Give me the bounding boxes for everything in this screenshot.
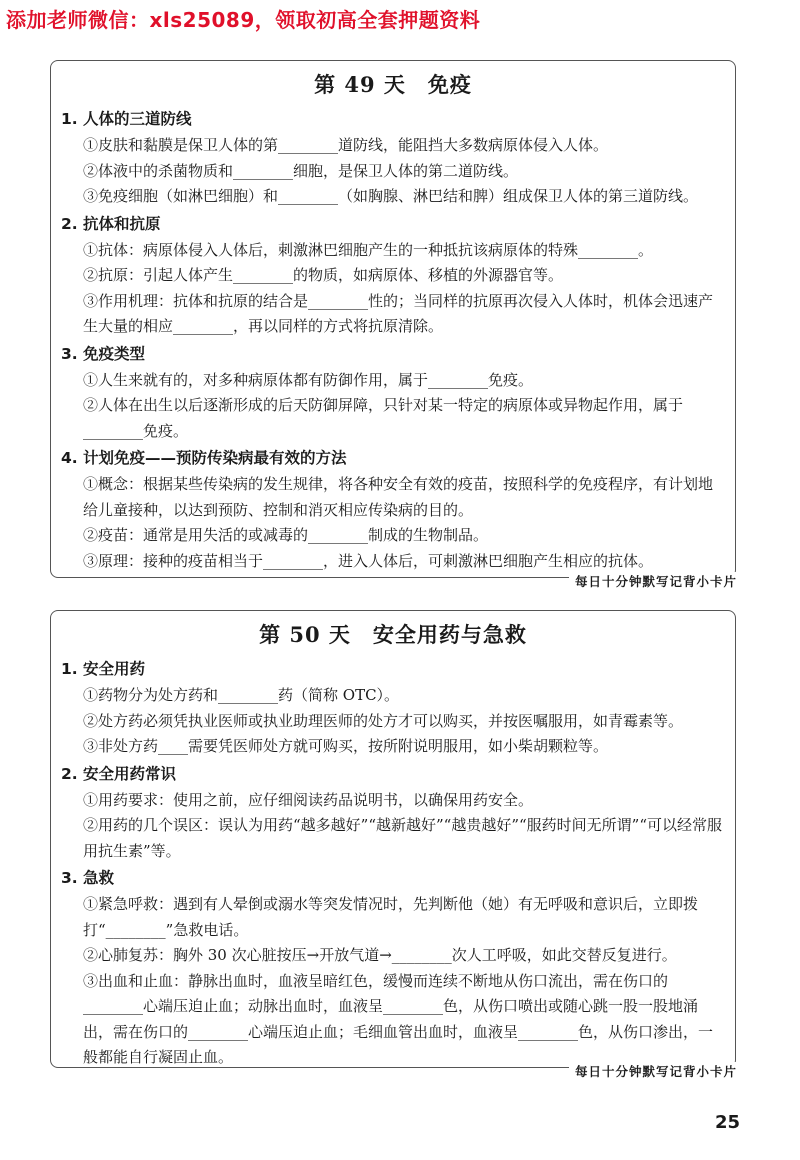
list-item: ①药物分为处方药和________药（简称 OTC）。 [83, 686, 400, 704]
list-item: ②疫苗：通常是用失活的或减毒的________制成的生物制品。 [83, 526, 489, 544]
section-title: 人体的三道防线 [83, 110, 192, 128]
section-number: 3. [61, 869, 78, 887]
section-number: 1. [61, 110, 78, 128]
card-title: 第 50 天 安全用药与急救 [259, 622, 527, 647]
card-footer-tag: 每日十分钟默写记背小卡片 [569, 572, 737, 590]
list-item: ①紧急呼救：遇到有人晕倒或溺水等突发情况时，先判断他（她）有无呼吸和意识后，立即拨打“________”急救电话。 [83, 895, 699, 939]
list-item: ③出血和止血：静脉出血时，血液呈暗红色，缓慢而连续不断地从伤口流出，需在伤口的________心端压迫止血；动脉出血时，血液呈________色，从伤口喷出或随心跳一股一股地涌出，需在伤口的________心端压迫止血；毛细血管出血时，血液呈________色，从伤口渗出，一般都能自行凝固止血。 [83, 971, 714, 1066]
section-heading [61, 342, 725, 366]
section-number: 2. [61, 764, 78, 783]
promo-banner: 添加老师微信：xls25089，领取初高全套押题资料 [6, 8, 481, 32]
list-item: ③非处方药____需要凭医师处方就可购买，按所附说明服用，如小柴胡颗粒等。 [83, 737, 609, 755]
card-title: 第 49 天 免疫 [314, 72, 472, 97]
list-item: ①抗体：病原体侵入人体后，刺激淋巴细胞产生的一种抵抗该病原体的特殊________。 [83, 240, 654, 259]
list-item: ③原理：接种的疫苗相当于________，进入人体后，可刺激淋巴细胞产生相应的抗体。 [83, 551, 654, 570]
list-item: ①皮肤和黏膜是保卫人体的第________道防线，能阻挡大多数病原体侵入人体。 [83, 136, 609, 154]
card-day-50 [50, 610, 737, 1079]
list-item: ②人体在出生以后逐渐形成的后天防御屏障，只针对某一特定的病原体或异物起作用，属于________免疫。 [83, 396, 684, 440]
list-item: ①概念：根据某些传染病的发生规律，将各种安全有效的疫苗，按照科学的免疫程序，有计划地给儿童接种，以达到预防、控制和消灭相应传染病的目的。 [83, 475, 714, 519]
list-item: ②抗原：引起人体产生________的物质，如病原体、移植的外源器官等。 [83, 266, 564, 284]
list-item: ③免疫细胞（如淋巴细胞）和________（如胸腺、淋巴结和脾）组成保卫人体的第三道防线。 [83, 187, 699, 205]
section-title: 免疫类型 [83, 344, 146, 363]
section-title: 抗体和抗原 [83, 214, 161, 233]
section-title: 安全用药常识 [83, 764, 177, 783]
card-footer-tag: 每日十分钟默写记背小卡片 [569, 1062, 737, 1080]
section-heading [61, 446, 725, 470]
section-heading [61, 657, 725, 681]
section-heading [61, 107, 725, 131]
list-item: ②心肺复苏：胸外 30 次心脏按压→开放气道→________次人工呼吸，如此交替反复进行。 [83, 946, 677, 964]
section-number: 3. [61, 344, 78, 363]
section-heading [61, 212, 725, 236]
card-day-49 [50, 60, 737, 589]
section-number: 4. [61, 449, 78, 467]
section-title: 安全用药 [83, 660, 146, 678]
list-item: ②处方药必须凭执业医师或执业助理医师的处方才可以购买，并按医嘱服用，如青霉素等。 [83, 711, 684, 730]
list-item: ①用药要求：使用之前，应仔细阅读药品说明书，以确保用药安全。 [83, 790, 534, 809]
section-title: 计划免疫——预防传染病最有效的方法 [83, 449, 347, 467]
list-item: ③作用机理：抗体和抗原的结合是________性的；当同样的抗原再次侵入人体时，机体会迅速产生大量的相应________，再以同样的方式将抗原清除。 [83, 291, 714, 335]
section-number: 2. [61, 214, 78, 233]
section-number: 1. [61, 660, 78, 678]
section-heading [61, 866, 725, 890]
page-number: 25 [715, 1112, 741, 1133]
list-item: ②用药的几个误区：误认为用药“越多越好”“越新越好”“越贵越好”“服药时间无所谓”“可以经常服用抗生素”等。 [83, 816, 723, 860]
list-item: ①人生来就有的，对多种病原体都有防御作用，属于________免疫。 [83, 370, 534, 389]
section-heading [61, 762, 725, 786]
section-title: 急救 [83, 869, 115, 887]
list-item: ②体液中的杀菌物质和________细胞，是保卫人体的第二道防线。 [83, 161, 519, 180]
